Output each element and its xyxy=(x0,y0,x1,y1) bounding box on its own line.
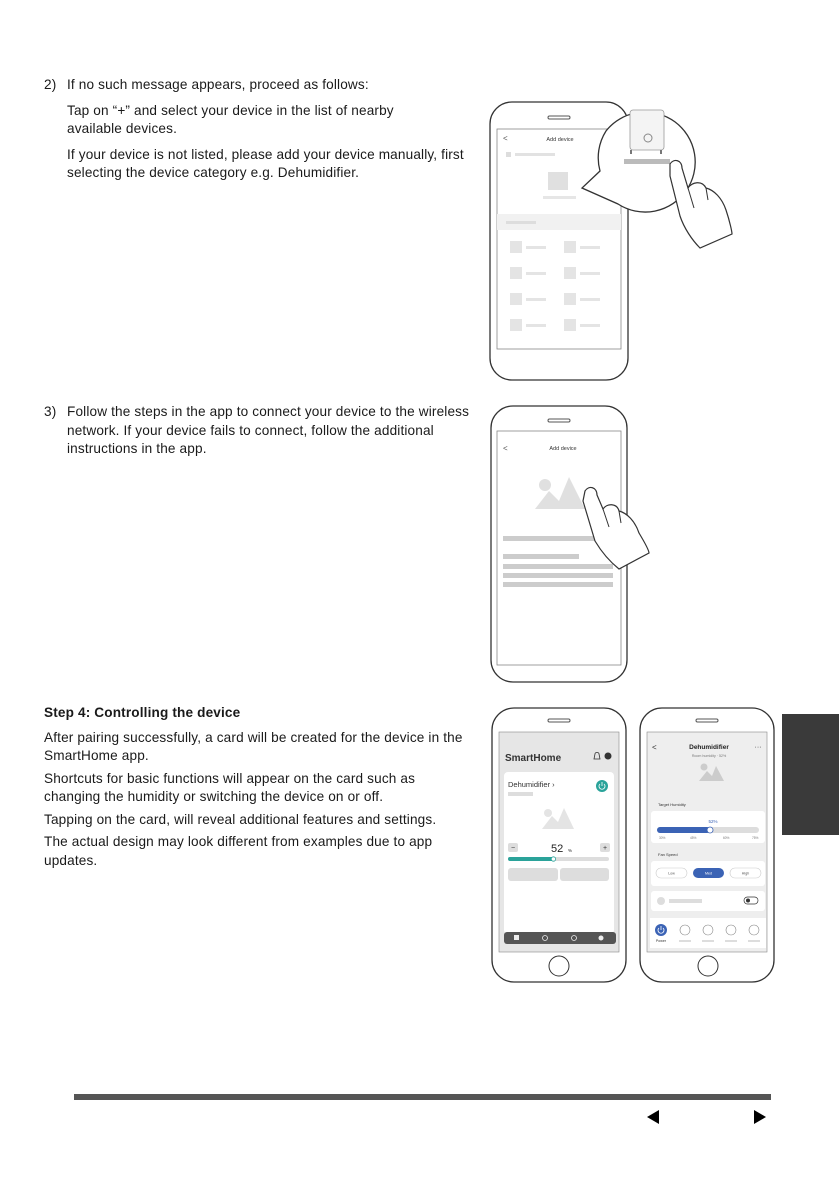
phone-4-fan-med-label: Med xyxy=(705,871,712,876)
phone-4-fan-low-label: Low xyxy=(668,871,675,876)
step-4-paragraph-1: After pairing successfully, a card will be created for the device in the SmartHome app. xyxy=(44,729,463,763)
phone-4-fan-label: Fan Speed xyxy=(658,852,678,857)
phone-4-subtitle: Room humidity · 52% xyxy=(691,754,727,758)
phone-4-tick-4: 75% xyxy=(752,836,759,840)
step-4-heading: Step 4: Controlling the device xyxy=(44,705,241,720)
step-2-number: 2) xyxy=(44,77,57,92)
triangle-right-icon xyxy=(754,1110,766,1124)
step-2-intro: If no such message appears, proceed as follows: xyxy=(67,77,369,92)
phone-3-shortcut-button-1[interactable] xyxy=(508,868,558,881)
phone-3-minus-label: − xyxy=(510,845,516,852)
phone-3-humidity-slider-fill xyxy=(508,857,553,861)
svg-text:<: < xyxy=(652,743,657,752)
phone-4-dehumidifier-detail-illustration xyxy=(638,706,778,984)
phone-4-more-icon[interactable]: ··· xyxy=(754,744,762,751)
phone-1-add-device-illustration xyxy=(470,76,760,386)
step-3-number: 3) xyxy=(44,404,57,419)
phone-3-humidity-slider-knob[interactable] xyxy=(551,857,555,861)
phone-3-smarthome-card-illustration xyxy=(490,706,628,984)
phone-1-screen-title: Add device xyxy=(546,137,574,143)
phone-3-plus-label: + xyxy=(602,845,608,852)
step-4-paragraph-2: Shortcuts for basic functions will appear on the card such as changing the humidity or switching the device on or off. xyxy=(44,770,416,804)
svg-text:<: < xyxy=(503,444,508,453)
phone-4-target-slider-fill xyxy=(657,827,710,833)
phone-3-shortcut-button-2[interactable] xyxy=(560,868,609,881)
phone-3-nav-home[interactable] xyxy=(514,935,519,940)
step-4-paragraph-3: Tapping on the card, will reveal additional features and settings. xyxy=(44,811,437,827)
phone-2-screen-title: Add device xyxy=(549,446,577,452)
step-2-text xyxy=(44,76,474,190)
section-side-tab xyxy=(782,714,839,835)
phone-4-home-button[interactable] xyxy=(698,956,718,976)
phone-4-target-value: 52% xyxy=(708,819,718,824)
step-3-text xyxy=(44,403,474,466)
phone-3-humidity-value: 52 xyxy=(551,843,564,855)
phone-4-tick-3: 60% xyxy=(723,836,730,840)
previous-page-button[interactable] xyxy=(646,1109,660,1125)
phone-1-pointing-hand-icon xyxy=(670,161,732,248)
step-4-paragraph-4: The actual design may look different from examples due to app updates. xyxy=(44,834,433,868)
svg-text:<: < xyxy=(503,134,508,143)
phone-1-device-thumbnail xyxy=(548,172,568,190)
phone-4-title: Dehumidifier xyxy=(689,744,729,751)
phone-4-tick-1: 30% xyxy=(659,836,666,840)
phone-4-fan-high-label: High xyxy=(741,871,750,876)
phone-3-home-button[interactable] xyxy=(549,956,569,976)
phone-4-power-label: Power xyxy=(655,939,667,943)
phone-4-target-label: Target Humidity xyxy=(658,802,686,807)
phone-3-app-name: SmartHome xyxy=(505,753,562,764)
step-2-paragraph-1: Tap on “+” and select your device in the list of nearby available devices. xyxy=(67,102,394,136)
phone-3-humidity-unit: % xyxy=(568,848,573,853)
footer-bar xyxy=(74,1094,771,1100)
phone-4-tick-2: 45% xyxy=(690,836,697,840)
phone-3-nav-profile[interactable] xyxy=(599,936,604,941)
dehumidifier-device-image xyxy=(630,110,664,150)
step-2-paragraph-2: If your device is not listed, please add your device manually, first selecting the device category e.g. Dehumidifier. xyxy=(67,146,464,180)
phone-4-target-slider-knob[interactable] xyxy=(707,827,713,833)
phone-3-card-title: Dehumidifier › xyxy=(508,780,555,789)
triangle-left-icon xyxy=(647,1110,659,1124)
step-3-paragraph: Follow the steps in the app to connect your device to the wireless network. If your device fails to connect, follow the additional instructions in the app. xyxy=(67,404,470,456)
next-page-button[interactable] xyxy=(753,1109,767,1125)
step-4-text xyxy=(44,704,472,874)
phone-2-connect-illustration xyxy=(485,403,675,688)
